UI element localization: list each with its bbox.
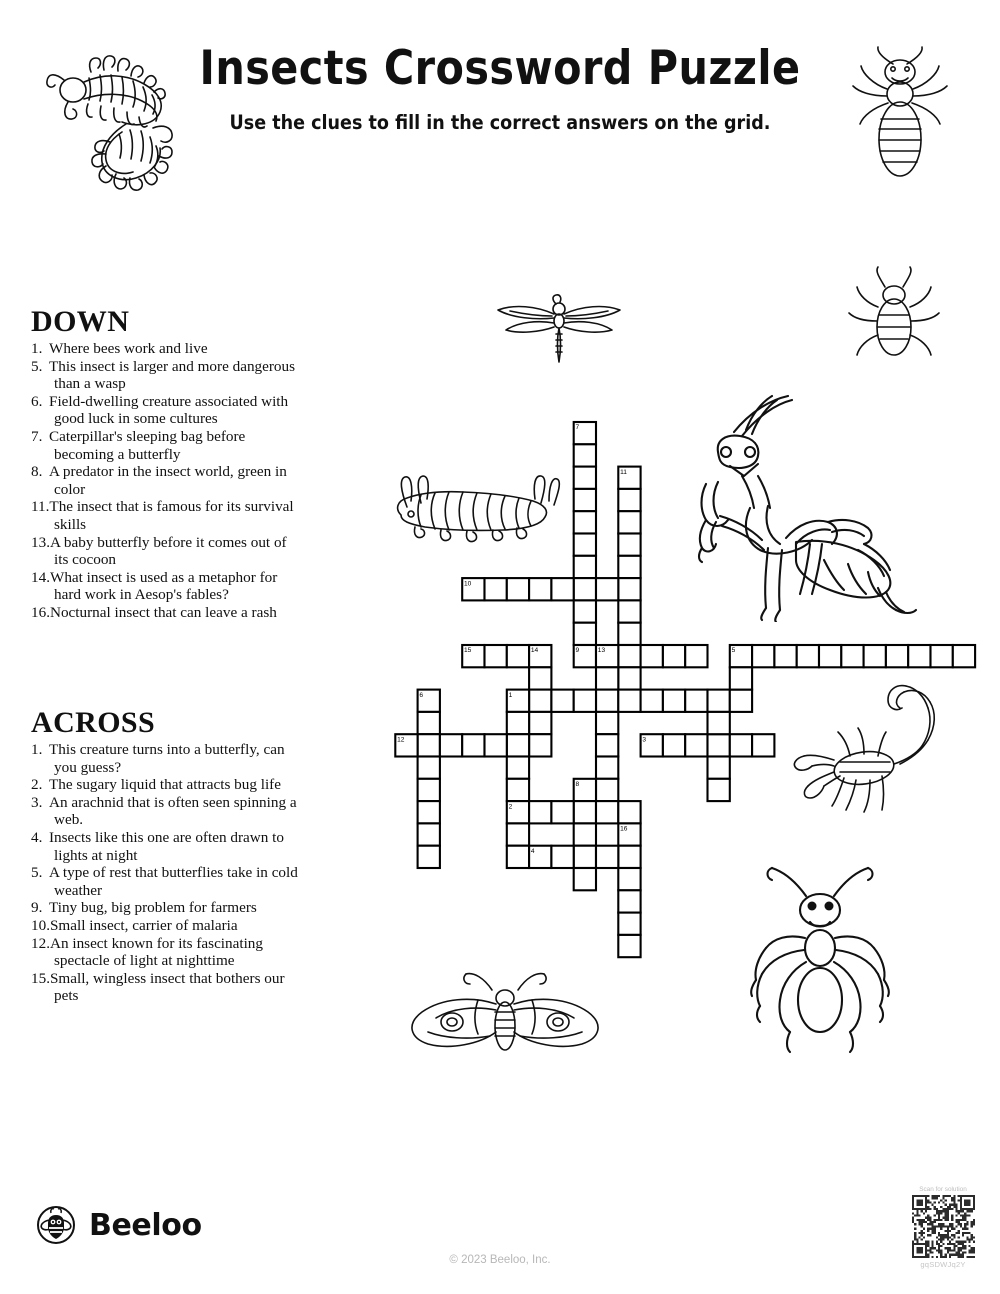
clue-text: The sugary liquid that attracts bug life [49,776,281,794]
crossword-cell[interactable] [462,734,484,756]
brand-logo [36,1205,202,1245]
clue-item [31,428,299,463]
crossword-cell[interactable] [908,645,930,667]
crossword-cell[interactable] [507,823,529,845]
qr-caption: Scan for solution [919,1186,967,1193]
crossword-cell[interactable] [752,734,774,756]
crossword-cell[interactable] [596,667,618,689]
clue-number: 5. [31,864,43,882]
crossword-cell[interactable] [574,868,596,890]
crossword-cell[interactable] [418,846,440,868]
crossword-cell[interactable] [596,734,618,756]
crossword-cell[interactable] [485,734,507,756]
crossword-cell[interactable] [507,734,529,756]
crossword-cell[interactable] [596,712,618,734]
clue-number: 16. [31,603,50,621]
crossword-cell[interactable] [596,757,618,779]
crossword-cell[interactable] [574,690,596,712]
crossword-cell[interactable] [574,556,596,578]
brand-name: Beeloo [89,1207,202,1243]
crossword-cell-number: 13 [597,647,606,655]
crossword-cell[interactable] [551,578,573,600]
crossword-cell[interactable] [529,578,551,600]
qr-block [906,1186,980,1269]
clue-text: The insect that is famous for its survival skills [49,498,294,533]
crossword-cell[interactable] [574,534,596,556]
crossword-cell-number: 16 [620,825,628,833]
clue-text: A type of rest that butterflies take in cold weather [49,864,298,899]
clue-number: 3. [31,793,43,811]
down-clues-section [31,307,299,622]
crossword-cell[interactable] [819,645,841,667]
clue-text: Small insect, carrier of malaria [49,916,238,934]
crossword-cell[interactable] [886,645,908,667]
crossword-cell[interactable] [574,489,596,511]
crossword-cell[interactable] [708,690,730,712]
clue-number: 10. [31,916,50,934]
crossword-cell-number: 2 [508,803,513,811]
crossword-cell[interactable] [507,779,529,801]
crossword-cell[interactable] [529,734,551,756]
cockroach-illustration [845,265,945,375]
crossword-cell[interactable] [596,578,618,600]
crossword-cell[interactable] [418,712,440,734]
clue-number: 12. [31,934,50,952]
crossword-cell[interactable] [618,600,640,622]
crossword-cell[interactable] [596,690,618,712]
qr-code-image[interactable] [912,1195,975,1258]
crossword-cell[interactable] [529,667,551,689]
clue-number: 2. [31,776,43,794]
clue-text: Field-dwelling creature associated with good luck in some cultures [49,392,289,428]
clue-text: Caterpillar's sleeping bag before becoming a butterfly [49,427,246,463]
clue-text: Small, wingless insect that bothers our pets [49,969,285,1005]
bee-logo-icon [36,1205,76,1245]
crossword-cell-number: 14 [530,647,539,655]
crossword-cell-number: 11 [620,468,627,476]
crossword-cell[interactable] [641,645,663,667]
page-subtitle: Use the clues to fill in the correct answers on the grid. [229,111,771,135]
crossword-cell[interactable] [618,935,640,957]
crossword-cell[interactable] [931,645,953,667]
praying-mantis-illustration [672,392,932,622]
crossword-cell[interactable] [418,823,440,845]
clue-item [31,534,299,569]
crossword-cell[interactable] [529,690,551,712]
crossword-cell[interactable] [574,823,596,845]
crossword-cell[interactable] [752,645,774,667]
crossword-cell-number: 5 [731,647,736,655]
termite-illustration [845,44,955,194]
crossword-cell-number: 15 [464,647,472,655]
clue-text: An insect known for its fascinating spectacle of light at nighttime [49,934,263,970]
clue-item [31,569,299,604]
clue-number: 6. [31,392,43,410]
crossword-cell[interactable] [618,511,640,533]
crossword-cell[interactable] [730,667,752,689]
crossword-cell[interactable] [596,779,618,801]
crossword-cell[interactable] [618,913,640,935]
moth-illustration [400,970,610,1060]
crossword-cell[interactable] [507,846,529,868]
clue-number: 1. [31,741,43,758]
crossword-cell[interactable] [418,734,440,756]
clue-number: 11. [31,498,50,516]
crossword-cell[interactable] [596,801,618,823]
crossword-cell[interactable] [618,556,640,578]
crossword-cell[interactable] [774,645,796,667]
crossword-cell[interactable] [551,846,573,868]
clue-text: An arachnid that is often seen spinning a web. [49,793,297,829]
down-heading: DOWN [31,305,130,338]
crossword-cell[interactable] [418,779,440,801]
clue-item [31,498,299,533]
clue-item [31,776,299,794]
across-heading: ACROSS [31,706,156,739]
crossword-cell[interactable] [618,890,640,912]
crossword-cell[interactable] [485,578,507,600]
clue-item [31,970,299,1005]
clue-text: This insect is larger and more dangerous than a wasp [49,357,296,393]
crossword-cell[interactable] [574,846,596,868]
crossword-cell[interactable] [440,734,462,756]
crossword-cell[interactable] [663,690,685,712]
ant-illustration [740,860,900,1060]
crossword-cell[interactable] [730,690,752,712]
crossword-cell[interactable] [618,846,640,868]
crossword-cell[interactable] [574,467,596,489]
scorpion-illustration [790,668,950,828]
clue-text: A baby butterfly before it comes out of its cocoon [49,533,287,569]
crossword-cell[interactable] [953,645,975,667]
clue-item [31,604,299,622]
crossword-cell[interactable] [685,645,707,667]
crossword-cell[interactable] [618,489,640,511]
clue-number: 7. [31,427,43,445]
crossword-cell-number: 4 [530,847,535,855]
down-clue-list [31,340,299,622]
crossword-cell[interactable] [708,757,730,779]
crossword-cell[interactable] [529,801,551,823]
crossword-cell[interactable] [529,712,551,734]
clue-number: 4. [31,828,43,846]
crossword-cell[interactable] [841,645,863,667]
centipede-illustration [34,42,184,192]
crossword-cell-number: 3 [642,736,647,744]
crossword-cell[interactable] [663,734,685,756]
clue-text: A predator in the insect world, green in color [49,463,287,498]
crossword-cell[interactable] [618,667,640,689]
clue-item [31,463,299,498]
clue-item [31,864,299,899]
crossword-cell[interactable] [618,578,640,600]
crossword-cell[interactable] [618,623,640,645]
crossword-cell[interactable] [507,645,529,667]
clue-item [31,917,299,935]
qr-code-text: gqSDWJq2Y [920,1260,966,1269]
crossword-cell[interactable] [618,690,640,712]
crossword-cell-number: 10 [464,580,472,588]
crossword-cell[interactable] [574,600,596,622]
crossword-cell[interactable] [730,734,752,756]
clue-item [31,358,299,393]
crossword-cell[interactable] [551,801,573,823]
clue-text: Nocturnal insect that can leave a rash [49,603,277,621]
crossword-cell[interactable] [685,734,707,756]
clue-item [31,741,299,776]
caterpillar-illustration [385,465,575,550]
crossword-cell[interactable] [618,645,640,667]
crossword-cell[interactable] [507,757,529,779]
crossword-cell[interactable] [574,444,596,466]
crossword-cell-number: 9 [575,647,580,655]
crossword-cell[interactable] [507,578,529,600]
crossword-cell[interactable] [685,690,707,712]
crossword-cell[interactable] [618,801,640,823]
crossword-cell[interactable] [574,801,596,823]
crossword-cell[interactable] [551,690,573,712]
copyright-text: © 2023 Beeloo, Inc. [449,1254,551,1266]
crossword-cell[interactable] [797,645,819,667]
crossword-cell-number: 7 [575,424,580,432]
page-title: Insects Crossword Puzzle [199,41,801,96]
dragonfly-illustration [490,290,630,370]
crossword-cell[interactable] [596,846,618,868]
across-clue-list [31,741,299,1005]
crossword-cell[interactable] [574,511,596,533]
clue-item [31,935,299,970]
clue-number: 15. [31,969,50,987]
clue-item [31,899,299,917]
clue-item [31,393,299,428]
crossword-cell[interactable] [618,868,640,890]
crossword-cell-number: 8 [575,781,580,788]
crossword-cell[interactable] [507,712,529,734]
clue-item [31,340,299,358]
crossword-cell[interactable] [641,690,663,712]
crossword-cell[interactable] [708,734,730,756]
clue-text: This creature turns into a butterfly, can you guess? [49,741,285,776]
crossword-cell[interactable] [864,645,886,667]
crossword-cell-number: 12 [397,736,405,744]
clue-number: 5. [31,357,43,375]
crossword-cell[interactable] [708,712,730,734]
crossword-cell[interactable] [418,801,440,823]
clue-number: 14. [31,568,50,586]
clue-item [31,794,299,829]
crossword-cell[interactable] [418,757,440,779]
clue-number: 1. [31,340,43,357]
crossword-cell[interactable] [574,578,596,600]
clue-number: 13. [31,533,50,551]
clue-text: Insects like this one are often drawn to lights at night [49,828,284,864]
crossword-cell[interactable] [708,779,730,801]
clue-number: 9. [31,899,43,917]
crossword-cell-number: 1 [508,691,513,699]
crossword-cell[interactable] [574,623,596,645]
across-clues-section [31,708,299,1005]
crossword-cell-number: 6 [419,691,424,699]
clue-text: Where bees work and live [49,340,208,357]
clue-item [31,829,299,864]
clue-text: Tiny bug, big problem for farmers [49,899,257,917]
crossword-cell[interactable] [618,534,640,556]
crossword-cell[interactable] [663,645,685,667]
crossword-cell[interactable] [485,645,507,667]
clue-text: What insect is used as a metaphor for hard work in Aesop's fables? [49,568,278,604]
clue-number: 8. [31,463,43,481]
